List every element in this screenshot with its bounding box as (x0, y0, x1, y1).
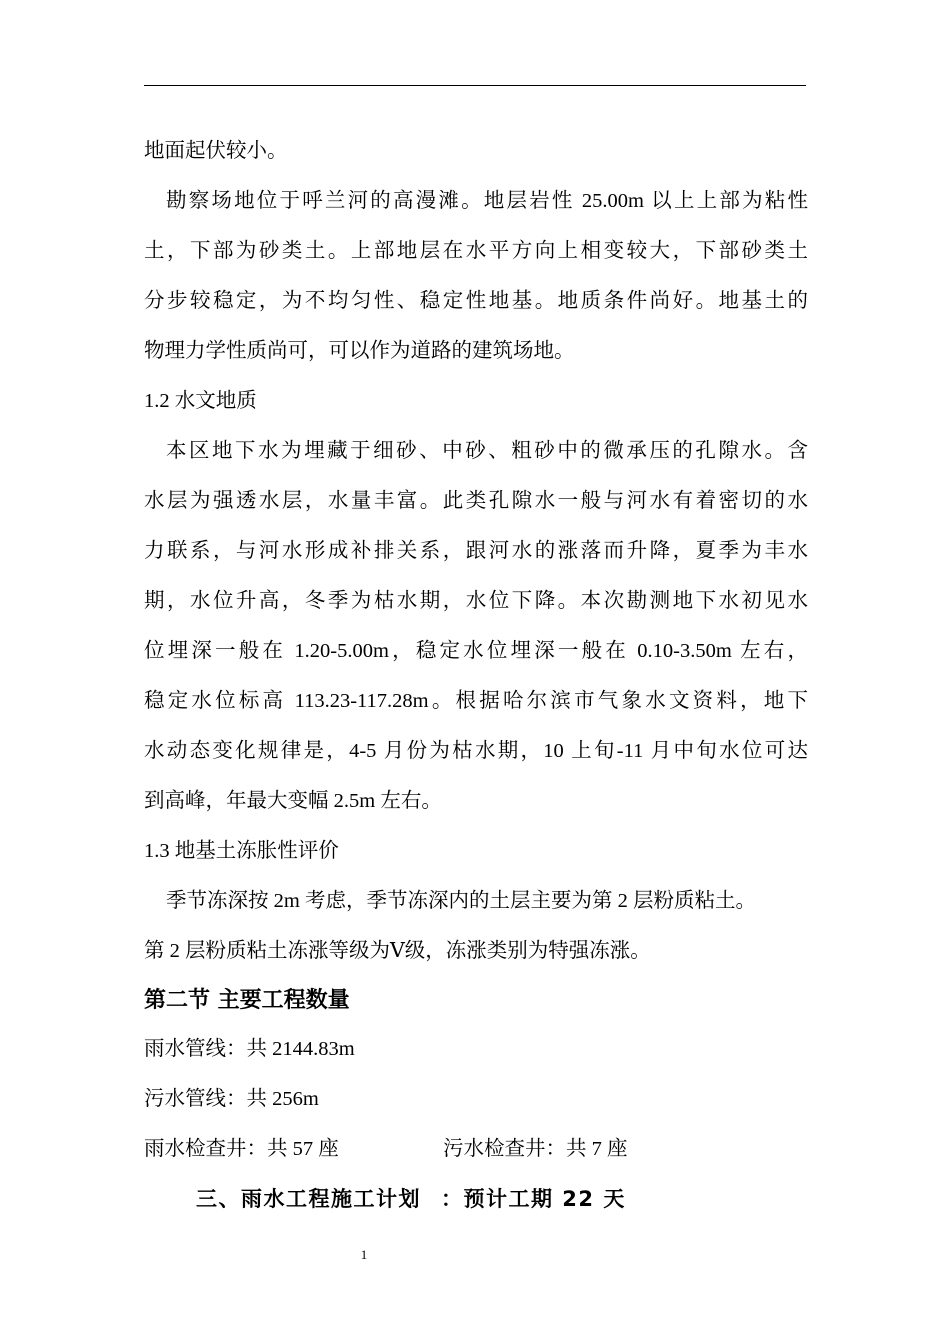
wells-row (144, 1124, 808, 1174)
heading-hydrology: 1.2 水文地质 (144, 390, 257, 412)
paragraph-line: 土，下部为砂类土。上部地层在水平方向上相变较大，下部砂类土 (144, 240, 808, 262)
paragraph-line: 水层为强透水层，水量丰富。此类孔隙水一般与河水有着密切的水 (144, 490, 808, 512)
plan-title (144, 1174, 808, 1224)
paragraph-line: 分步较稳定，为不均匀性、稳定性地基。地质条件尚好。地基土的 (144, 290, 808, 312)
heading-frost: 1.3 地基土冻胀性评价 (144, 840, 339, 862)
paragraph-line: 水动态变化规律是，4-5 月份为枯水期，10 上旬-11 月中旬水位可达 (144, 740, 808, 762)
document-body (144, 126, 808, 1224)
paragraph-line: 物理力学性质尚可，可以作为道路的建筑场地。 (144, 340, 575, 362)
plan-title-duration: ：预计工期 22 天 (441, 1187, 626, 1211)
paragraph-line: 本区地下水为埋藏于细砂、中砂、粗砂中的微承压的孔隙水。含 (166, 440, 808, 462)
sewage-pipe-quantity: 污水管线：共 256m (144, 1088, 319, 1110)
paragraph-line: 稳定水位标高 113.23-117.28m。根据哈尔滨市气象水文资料，地下 (144, 690, 808, 712)
paragraph-frost (144, 876, 808, 976)
paragraph-line: 地面起伏较小。 (144, 140, 288, 162)
paragraph-line: 期，水位升高，冬季为枯水期，水位下降。本次勘测地下水初见水 (144, 590, 808, 612)
paragraph-line: 勘察场地位于呼兰河的高漫滩。地层岩性 25.00m 以上上部为粘性 (166, 190, 808, 212)
header-rule (144, 85, 806, 86)
sewage-wells-quantity: 污水检查井：共 7 座 (443, 1138, 628, 1160)
paragraph-line: 季节冻深按 2m 考虑，季节冻深内的土层主要为第 2 层粉质粘土。 (166, 890, 756, 912)
quantities-list (144, 1024, 808, 1174)
paragraph-hydrology (144, 426, 808, 826)
plan-title-main: 三、雨水工程施工计划 (196, 1187, 421, 1211)
rain-pipe-quantity: 雨水管线：共 2144.83m (144, 1038, 355, 1060)
paragraph-line: 位埋深一般在 1.20-5.00m，稳定水位埋深一般在 0.10-3.50m 左右， (144, 640, 808, 662)
paragraph-line: 力联系，与河水形成补排关系，跟河水的涨落而升降，夏季为丰水 (144, 540, 808, 562)
paragraph-geology (144, 126, 808, 376)
page-number: 1 (360, 1247, 368, 1262)
section-two-title: 第二节 主要工程数量 (144, 988, 350, 1013)
paragraph-line: 第 2 层粉质粘土冻涨等级为Ⅴ级，冻涨类别为特强冻涨。 (144, 940, 651, 962)
paragraph-line: 到高峰，年最大变幅 2.5m 左右。 (144, 790, 442, 812)
rain-wells-quantity: 雨水检查井：共 57 座 (144, 1138, 339, 1160)
